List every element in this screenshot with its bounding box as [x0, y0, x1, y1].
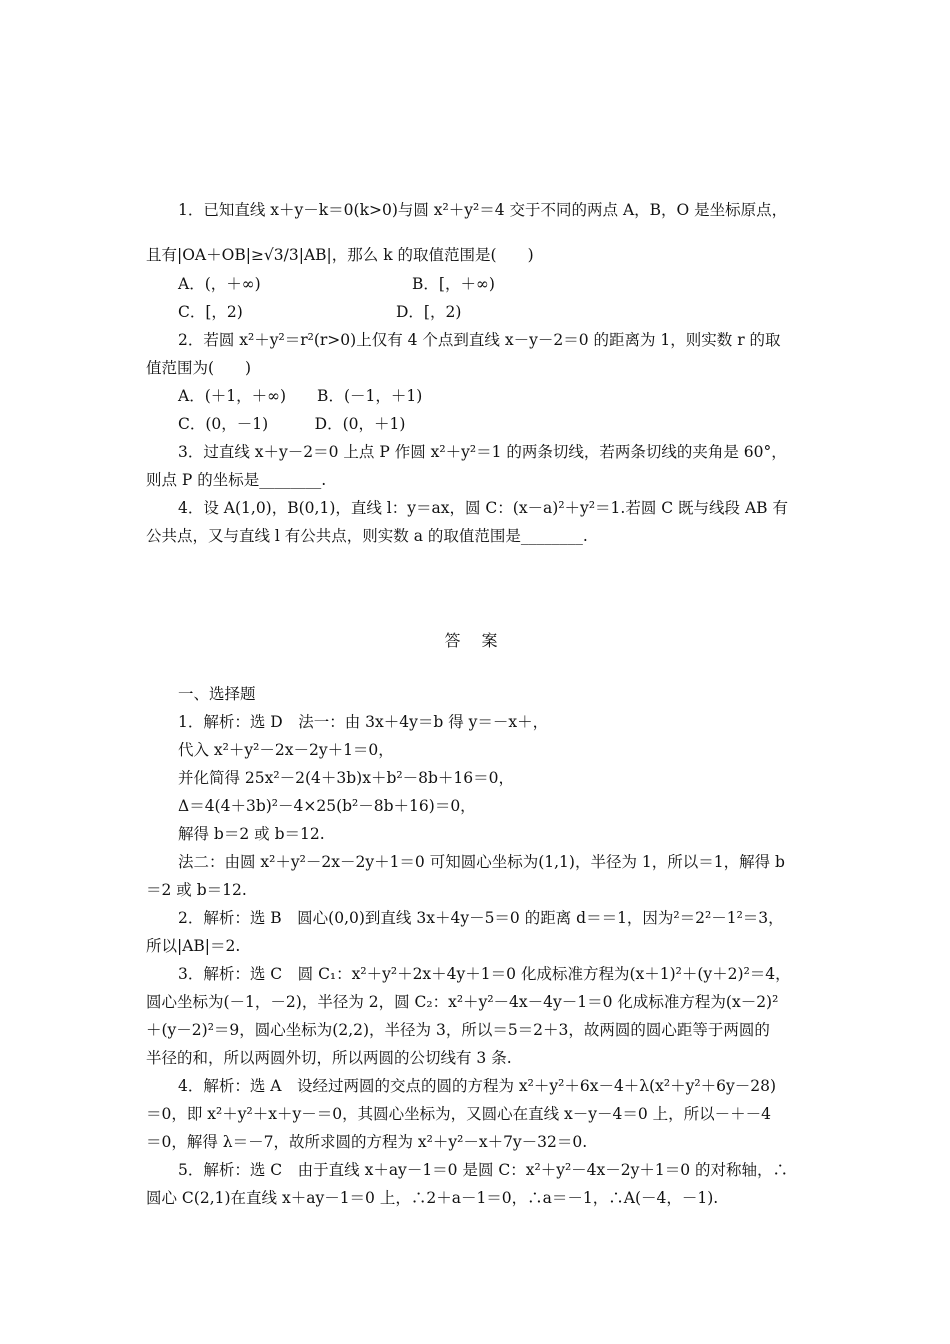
question-2-options-ab: A．(＋1，＋∞) B．(－1，＋1)	[178, 387, 423, 405]
answers-section-heading: 一、选择题	[178, 685, 256, 703]
answer-3-line-2: 圆心坐标为(－1，－2)，半径为 2，圆 C₂：x²＋y²－4x－4y－1＝0 化成标准方程为(x－2)²	[146, 993, 779, 1011]
question-1-option-b: B．[，＋∞)	[412, 275, 495, 293]
question-3-line-2: 则点 P 的坐标是________.	[146, 471, 327, 489]
question-1-line-1: 1．已知直线 x＋y－k＝0(k>0)与圆 x²＋y²＝4 交于不同的两点 A，B，O 是坐标原点，	[178, 201, 788, 219]
answer-1-line-6: 法二：由圆 x²＋y²－2x－2y＋1＝0 可知圆心坐标为(1,1)，半径为 1，所以＝1，解得 b	[178, 853, 785, 871]
answer-2-line-2: 所以|AB|＝2.	[146, 937, 241, 955]
question-1-option-a: A．(，＋∞)	[178, 275, 261, 293]
answer-title: 答 案	[444, 631, 506, 650]
question-4-line-1: 4．设 A(1,0)，B(0,1)，直线 l：y＝ax，圆 C：(x－a)²＋y²＝1.若圆 C 既与线段 AB 有	[178, 499, 788, 517]
answer-1-line-1: 1．解析：选 D 法一：由 3x＋4y＝b 得 y＝－x＋，	[178, 713, 549, 731]
answer-4-line-1: 4．解析：选 A 设经过两圆的交点的圆的方程为 x²＋y²＋6x－4＋λ(x²＋y²＋6y－28)	[178, 1077, 776, 1095]
answer-1-line-4: Δ＝4(4＋3b)²－4×25(b²－8b＋16)＝0，	[178, 797, 476, 815]
answer-3-line-4: 半径的和，所以两圆外切，所以两圆的公切线有 3 条.	[146, 1049, 512, 1067]
answer-3-line-3: ＋(y－2)²＝9，圆心坐标为(2,2)，半径为 3，所以＝5＝2＋3，故两圆的圆心距等于两圆的	[146, 1021, 770, 1039]
question-4-line-2: 公共点，又与直线 l 有公共点，则实数 a 的取值范围是________.	[146, 527, 588, 545]
answer-2-line-1: 2．解析：选 B 圆心(0,0)到直线 3x＋4y－5＝0 的距离 d＝＝1，因为²＝2²－1²＝3，	[178, 909, 784, 927]
question-2-options-cd: C．(0，－1) D．(0，＋1)	[178, 415, 406, 433]
answer-5-line-1: 5．解析：选 C 由于直线 x＋ay－1＝0 是圆 C：x²＋y²－4x－2y＋1＝0 的对称轴，∴	[178, 1161, 789, 1179]
answer-5-line-2: 圆心 C(2,1)在直线 x＋ay－1＝0 上，∴2＋a－1＝0，∴a＝－1，∴A(－4，－1).	[146, 1189, 719, 1207]
question-2-line-2: 值范围为( )	[146, 359, 252, 377]
question-1-line-2: 且有|OA＋OB|≥√3/3|AB|，那么 k 的取值范围是( )	[146, 246, 534, 264]
question-3-line-1: 3．过直线 x＋y－2＝0 上点 P 作圆 x²＋y²＝1 的两条切线，若两条切线的夹角是 60°，	[178, 443, 787, 461]
answer-4-line-2: ＝0，即 x²＋y²＋x＋y－＝0，其圆心坐标为，又圆心在直线 x－y－4＝0 上，所以－＋－4	[146, 1105, 772, 1123]
answer-1-line-2: 代入 x²＋y²－2x－2y＋1＝0，	[178, 741, 394, 759]
question-2-line-1: 2．若圆 x²＋y²＝r²(r>0)上仅有 4 个点到直线 x－y－2＝0 的距离为 1，则实数 r 的取	[178, 331, 781, 349]
answer-3-line-1: 3．解析：选 C 圆 C₁：x²＋y²＋2x＋4y＋1＝0 化成标准方程为(x＋1)²＋(y＋2)²＝4，	[178, 965, 791, 983]
answer-1-line-7: ＝2 或 b＝12.	[146, 881, 247, 899]
answer-4-line-3: ＝0，解得 λ＝－7，故所求圆的方程为 x²＋y²－x＋7y－32＝0.	[146, 1133, 588, 1151]
answer-1-line-5: 解得 b＝2 或 b＝12.	[178, 825, 325, 843]
question-1-option-d: D．[，2)	[396, 303, 462, 321]
answer-1-line-3: 并化简得 25x²－2(4＋3b)x＋b²－8b＋16＝0，	[178, 769, 514, 787]
question-1-option-c: C．[，2)	[178, 303, 243, 321]
